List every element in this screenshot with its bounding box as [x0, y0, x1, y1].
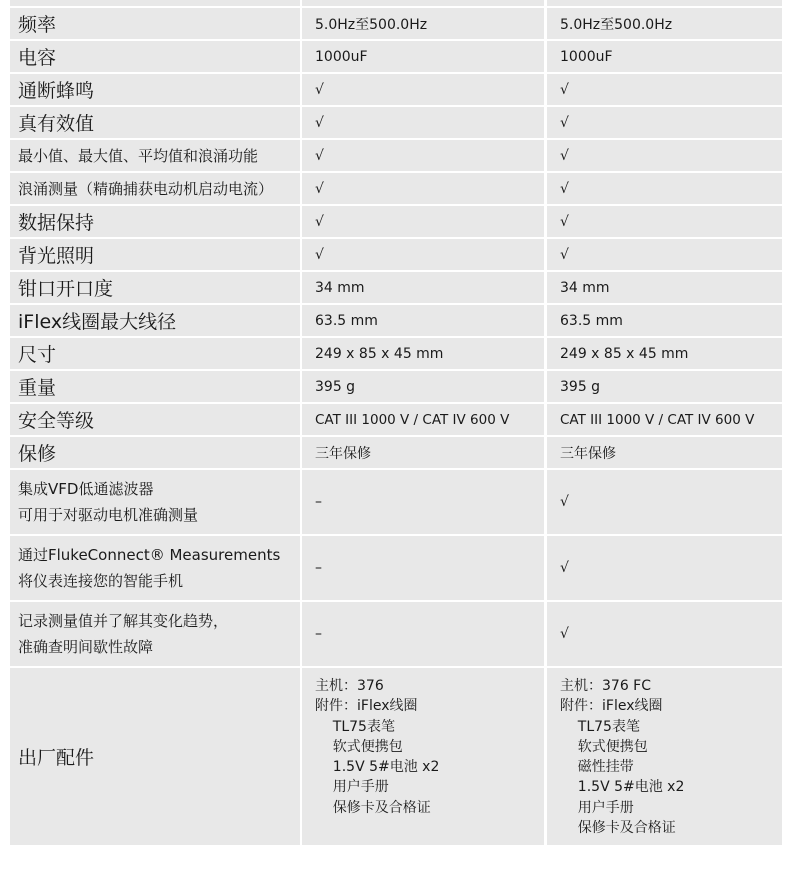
accessory-line: 主机：376 [315, 678, 384, 694]
spec-value-376fc: √ [547, 107, 782, 138]
spec-value-376fc: √ [547, 536, 782, 600]
spec-value-376fc: CAT III 1000 V / CAT IV 600 V [547, 404, 782, 435]
table-row [10, 107, 782, 138]
spec-label-line: 通过FlukeConnect® Measurements [18, 546, 281, 564]
spec-label: 真有效值 [10, 107, 300, 138]
accessory-line: 保修卡及合格证 [560, 820, 676, 837]
spec-value-376: 249 x 85 x 45 mm [302, 338, 544, 369]
table-row [10, 140, 782, 171]
spec-value-376fc: √ [547, 74, 782, 105]
table-row [10, 239, 782, 270]
accessory-line: 附件：iFlex线圈 [315, 698, 418, 715]
spec-value-376: 三年保修 [302, 437, 544, 468]
spec-value-376: √ [302, 107, 544, 138]
spec-value-376: 1000uF [302, 41, 544, 72]
spec-label [10, 470, 300, 534]
spec-value-376: – [302, 602, 544, 666]
spec-label: 通断蜂鸣 [10, 74, 300, 105]
spec-label [10, 602, 300, 666]
spec-value-376: CAT III 1000 V / CAT IV 600 V [302, 404, 544, 435]
accessory-line: 1.5V 5#电池 x2 [560, 779, 685, 796]
spec-value-376: √ [302, 173, 544, 204]
spec-value-376fc: 395 g [547, 371, 782, 402]
spec-label: 安全等级 [10, 404, 300, 435]
accessory-line: TL75表笔 [315, 718, 395, 735]
accessories-376fc [547, 668, 782, 845]
table-row [10, 536, 782, 600]
spec-value-376fc: 34 mm [547, 272, 782, 303]
spec-label: 最小值、最大值、平均值和浪涌功能 [10, 140, 300, 171]
table-row [10, 272, 782, 303]
accessories-376 [302, 668, 544, 845]
table-row [10, 0, 782, 6]
table-row [10, 173, 782, 204]
spec-label: 浪涌测量（精确捕获电动机启动电流） [10, 173, 300, 204]
spec-label: 尺寸 [10, 338, 300, 369]
spec-value-376: 395 g [302, 371, 544, 402]
spec-label: 重量 [10, 371, 300, 402]
spec-label-line: 将仪表连接您的智能手机 [18, 572, 184, 590]
accessory-line: 保修卡及合格证 [315, 799, 431, 816]
spec-value-376: √ [302, 140, 544, 171]
table-row [10, 668, 782, 845]
table-row [10, 8, 782, 39]
table-row [10, 470, 782, 534]
table-row [10, 371, 782, 402]
spec-value-376: 5.0Hz至500.0Hz [302, 8, 544, 39]
spec-value-376fc: √ [547, 602, 782, 666]
table-row [10, 206, 782, 237]
spec-label: 保修 [10, 437, 300, 468]
spec-label-line: 记录测量值并了解其变化趋势， [18, 612, 229, 630]
accessory-line: 用户手册 [560, 799, 634, 816]
spec-label-line: 可用于对驱动电机准确测量 [18, 506, 199, 524]
spec-label: 出厂配件 [10, 668, 300, 845]
spec-label [10, 536, 300, 600]
table-row [10, 437, 782, 468]
spec-label: 钳口开口度 [10, 272, 300, 303]
accessory-line: TL75表笔 [560, 718, 640, 735]
spec-table [10, 0, 782, 845]
spec-value-376: – [302, 536, 544, 600]
table-row [10, 74, 782, 105]
spec-label: 频率 [10, 8, 300, 39]
accessory-line: 1.5V 5#电池 x2 [315, 759, 440, 776]
spec-value-376fc: 249 x 85 x 45 mm [547, 338, 782, 369]
spec-label-line: 集成VFD低通滤波器 [18, 480, 154, 498]
table-row [10, 602, 782, 666]
table-row [10, 338, 782, 369]
spec-value-376fc: 5.0Hz至500.0Hz [547, 8, 782, 39]
spec-value-376fc: √ [547, 206, 782, 237]
accessory-line: 用户手册 [315, 779, 389, 796]
spec-value-376: 34 mm [302, 272, 544, 303]
spec-label: 电容 [10, 41, 300, 72]
spec-label: iFlex线圈最大线径 [10, 305, 300, 336]
accessory-line: 软式便携包 [560, 738, 648, 755]
spec-value-376fc: √ [547, 173, 782, 204]
table-row [10, 41, 782, 72]
spec-label: 数据保持 [10, 206, 300, 237]
cell-376 [302, 0, 544, 6]
spec-value-376: √ [302, 206, 544, 237]
table-row [10, 404, 782, 435]
spec-value-376: √ [302, 74, 544, 105]
spec-label-line: 准确查明间歇性故障 [18, 638, 154, 656]
cell-label [10, 0, 300, 6]
spec-label: 背光照明 [10, 239, 300, 270]
spec-value-376: – [302, 470, 544, 534]
accessory-line: 磁性挂带 [560, 759, 634, 776]
spec-value-376fc: √ [547, 470, 782, 534]
spec-value-376fc: 三年保修 [547, 437, 782, 468]
spec-value-376: √ [302, 239, 544, 270]
accessory-line: 主机：376 FC [560, 678, 651, 694]
spec-value-376fc: 63.5 mm [547, 305, 782, 336]
spec-value-376: 63.5 mm [302, 305, 544, 336]
spec-value-376fc: √ [547, 140, 782, 171]
spec-value-376fc: √ [547, 239, 782, 270]
table-row [10, 305, 782, 336]
spec-value-376fc: 1000uF [547, 41, 782, 72]
accessory-line: 附件：iFlex线圈 [560, 698, 663, 715]
cell-376fc [547, 0, 782, 6]
accessory-line: 软式便携包 [315, 738, 403, 755]
